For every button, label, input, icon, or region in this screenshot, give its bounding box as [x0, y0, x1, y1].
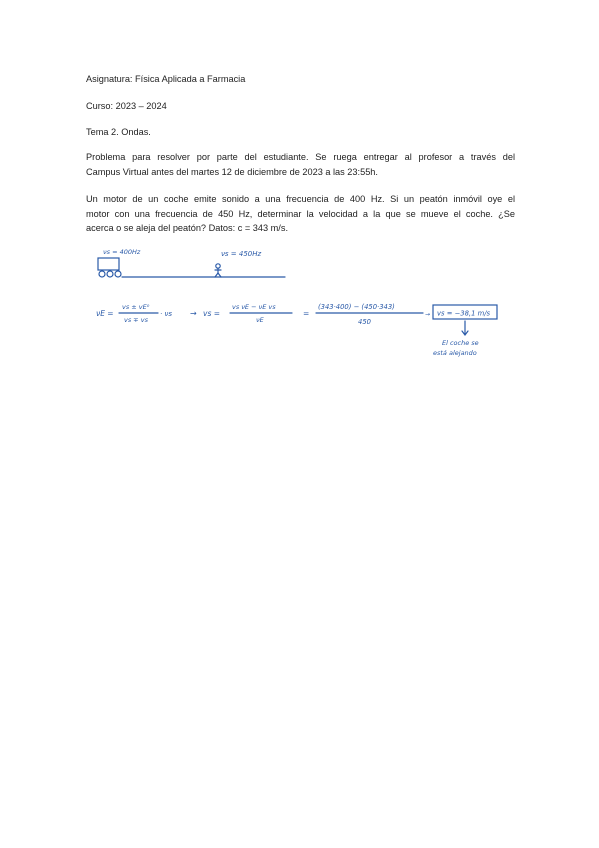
- observer-frequency-label: νs = 450Hz: [221, 250, 262, 258]
- fraction-denominator: vs ∓ vs: [124, 316, 149, 324]
- problem-line: acerca o se aleja del peatón? Datos: c = 343 m/s.: [86, 223, 288, 233]
- fraction-numerator: vs ± vE⁰: [122, 303, 150, 311]
- implies-arrow: →: [425, 311, 431, 318]
- fraction-denominator: 450: [358, 318, 371, 326]
- fraction-numerator: vs νE − νE vs: [232, 303, 276, 311]
- car-wheel-icon: [115, 271, 121, 277]
- pedestrian-icon: [215, 264, 221, 277]
- topic-line: Tema 2. Ondas.: [86, 127, 151, 137]
- fraction-numerator: (343·400) − (450·343): [318, 303, 395, 311]
- instructions-line: Campus Virtual antes del martes 12 de diciembre de 2023 a las 23:55h.: [86, 166, 378, 177]
- car-wheel-icon: [99, 271, 105, 277]
- course-line: Curso: 2023 – 2024: [86, 101, 167, 111]
- source-frequency-label: νs = 400Hz: [103, 248, 141, 256]
- car-wheel-icon: [107, 271, 113, 277]
- times-source-frequency: · νs: [160, 310, 173, 318]
- equals-sign: =: [303, 309, 310, 318]
- subject-line: Asignatura: Física Aplicada a Farmacia: [86, 74, 246, 84]
- conclusion-text: está alejando: [433, 349, 477, 357]
- result-value: vs = −38,1 m/s: [437, 309, 491, 318]
- instructions-line: Problema para resolver por parte del estudiante. Se ruega entregar al profesor a través del: [86, 152, 515, 162]
- car-body-sketch: [98, 258, 119, 270]
- vs-equals: vs =: [203, 309, 221, 318]
- fraction-denominator: νE: [256, 316, 264, 324]
- implies-arrow: →: [190, 309, 197, 318]
- problem-line: Un motor de un coche emite sonido a una frecuencia de 400 Hz. Si un peatón inmóvil oye el: [86, 194, 515, 204]
- problem-line: motor con una frecuencia de 450 Hz, determinar la velocidad a la que se mueve el coche. ¿Se: [86, 208, 515, 219]
- equation-lhs: νE =: [96, 309, 114, 318]
- conclusion-text: El coche se: [442, 339, 479, 347]
